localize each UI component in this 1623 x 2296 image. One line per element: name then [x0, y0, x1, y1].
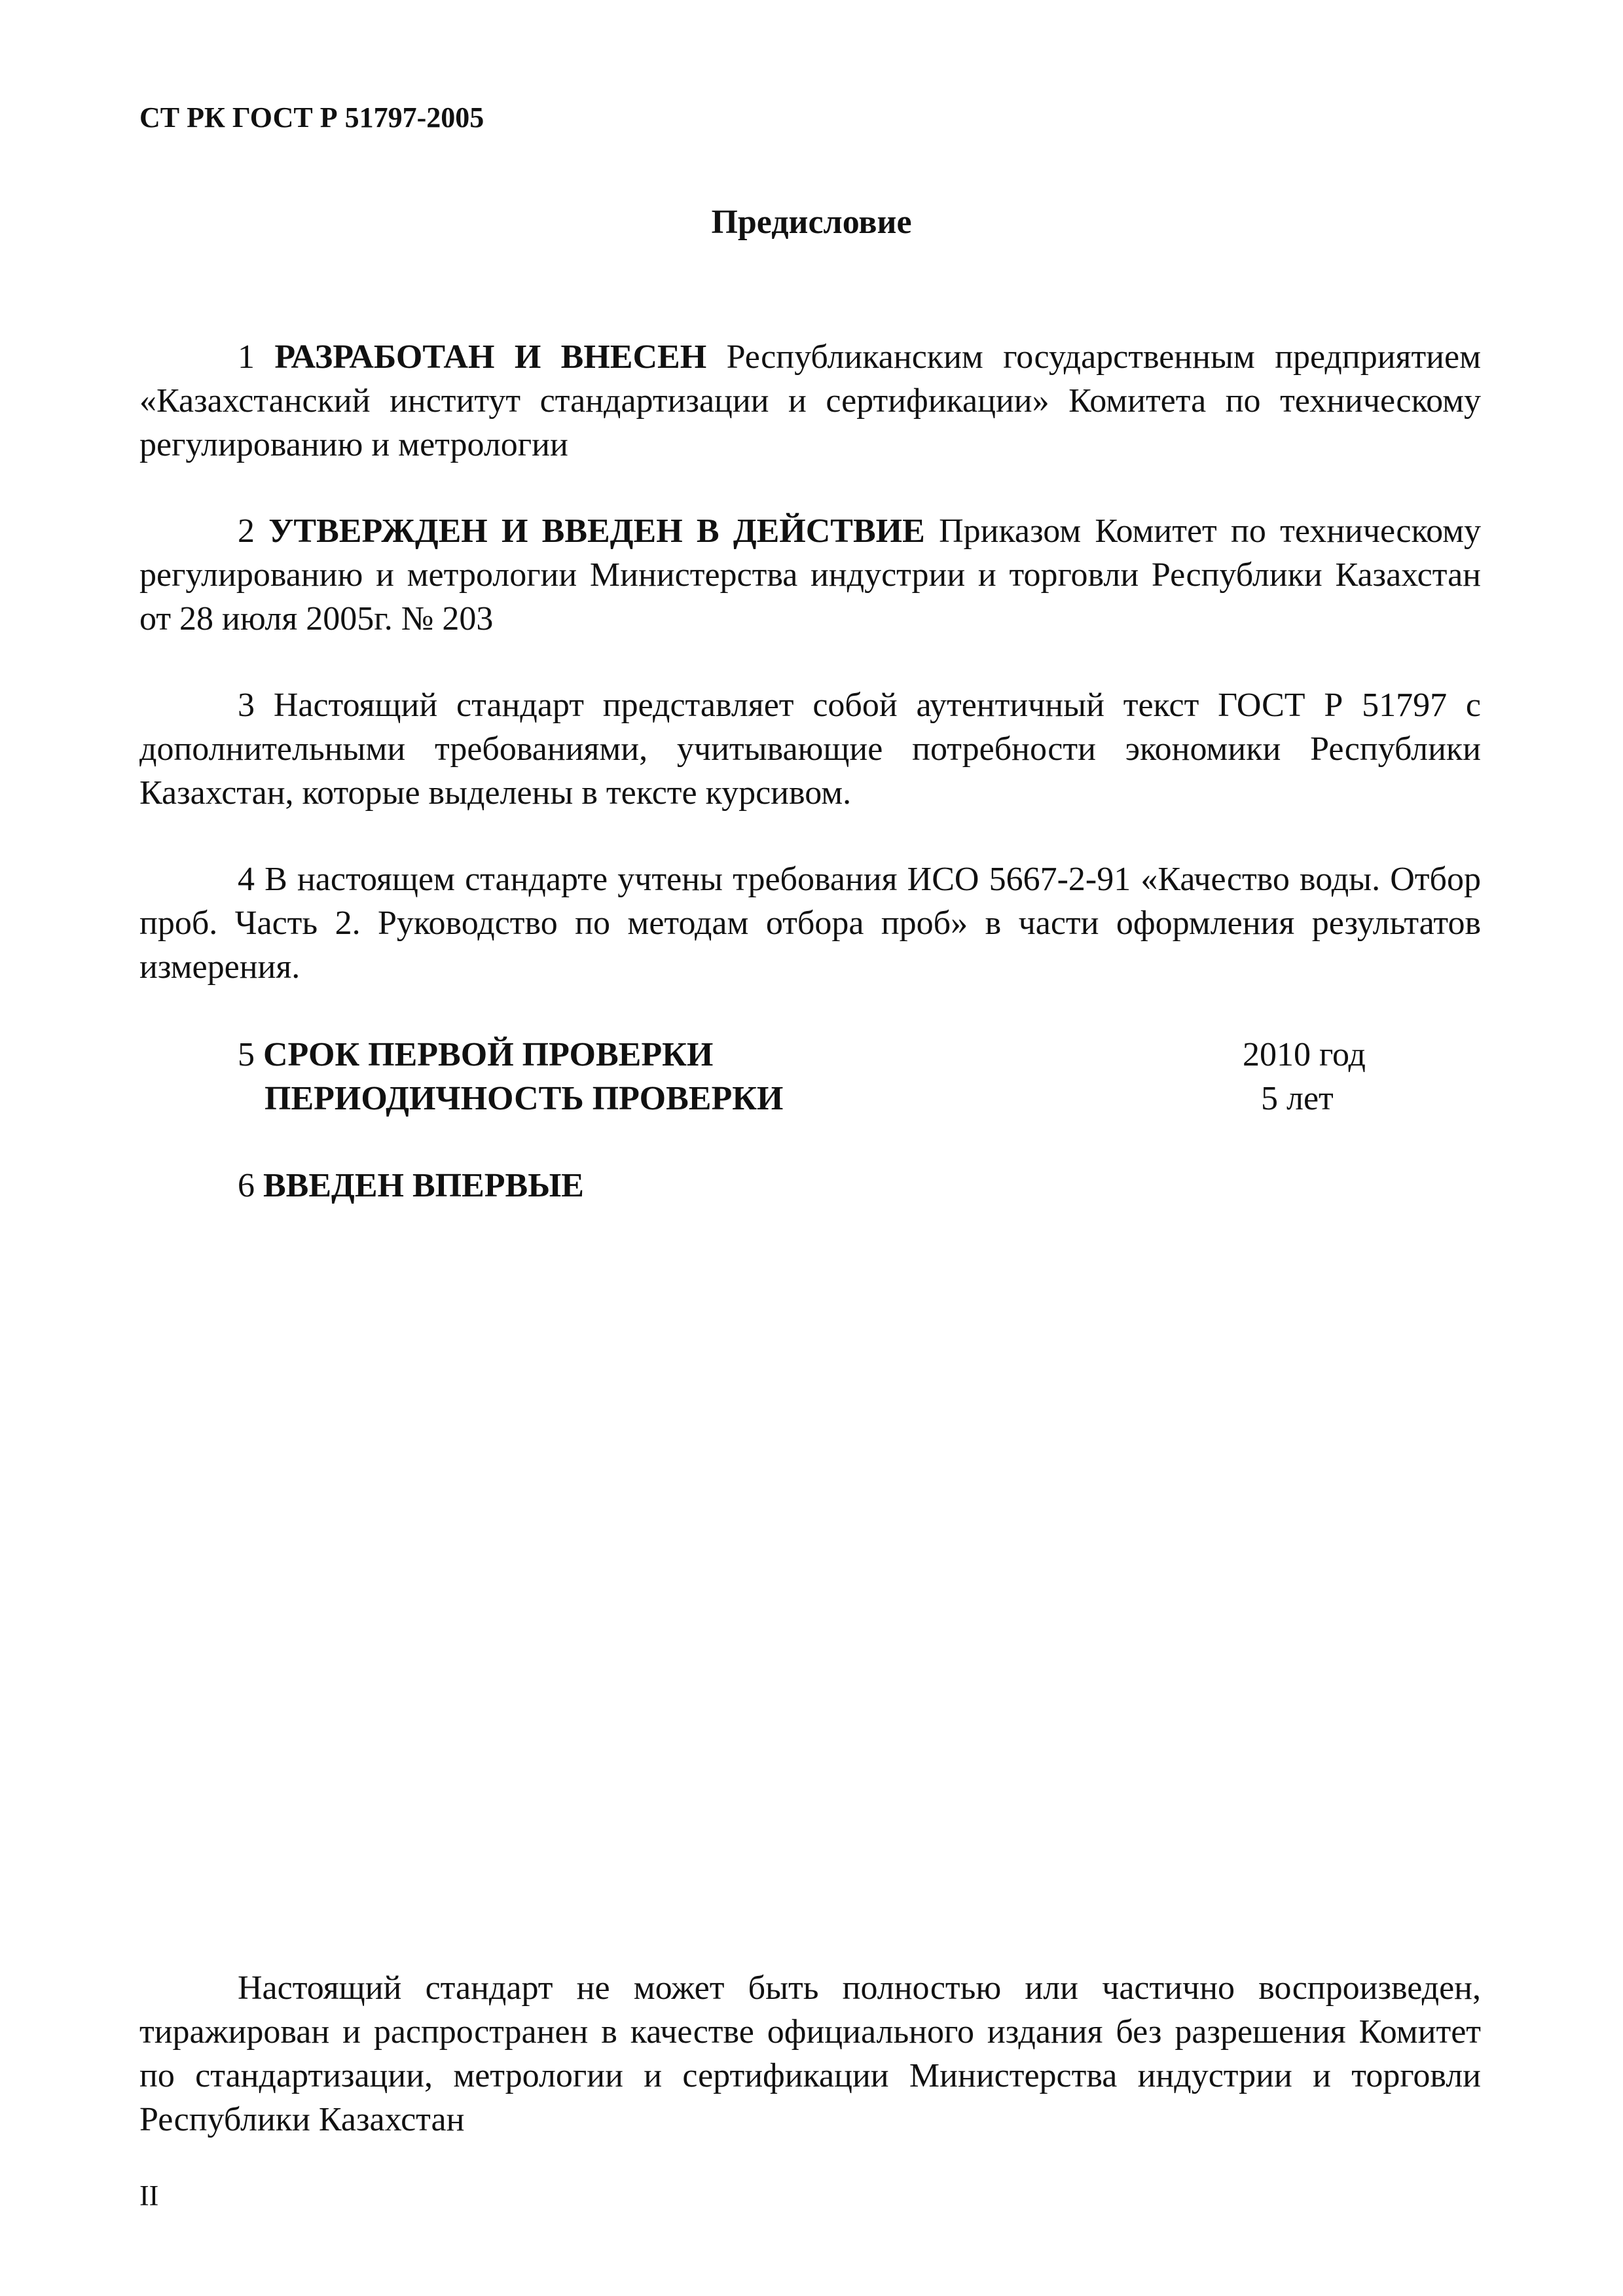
foreword-item-4 — [139, 857, 1481, 989]
item-text: Приказом Комитет по техническому регулированию и метрологии Министерства индустрии и торговли Республики Казахстан от 28 июля 2005г. № 203 — [139, 512, 1482, 637]
item-number: 3 — [238, 687, 255, 724]
item-number: 5 — [238, 1036, 255, 1073]
foreword-item-3 — [139, 683, 1481, 815]
item-text: В настоящем стандарте учтены требования ИСО 5667-2-91 «Качество воды. Отбор проб. Часть 2. Руководство по методам отбора проб» в части оформления результатов измерения. — [139, 861, 1481, 986]
periodicity-value: 5 лет — [1261, 1080, 1334, 1117]
item-heading: ВВЕДЕН ВПЕРВЫЕ — [263, 1167, 584, 1204]
item-number: 4 — [238, 861, 255, 898]
first-check-row — [238, 1033, 713, 1077]
notice-text: Настоящий стандарт не может быть полностью или частично воспроизведен, тиражирован и распространен в качестве официального издания без разрешения Комитет по стандартизации, метрологии и сертификации Министерства индустрии и торговли Республики Казахстан — [139, 1969, 1481, 2138]
periodicity-label: ПЕРИОДИЧНОСТЬ ПРОВЕРКИ — [264, 1080, 784, 1117]
item-text: Настоящий стандарт представляет собой аутентичный текст ГОСТ Р 51797 с дополнительными требованиями, учитывающие потребности экономики Республики Казахстан, которые выделены в тексте курсивом. — [139, 687, 1481, 812]
foreword-item-2 — [139, 509, 1481, 641]
foreword-item-6 — [238, 1164, 584, 1208]
first-check-value: 2010 год — [1243, 1036, 1366, 1073]
item-heading: РАЗРАБОТАН И ВНЕСЕН — [274, 338, 707, 376]
item-number: 2 — [238, 512, 255, 550]
copyright-notice — [139, 1966, 1481, 2142]
first-check-label: СРОК ПЕРВОЙ ПРОВЕРКИ — [263, 1036, 714, 1073]
item-heading: УТВЕРЖДЕН И ВВЕДЕН В ДЕЙСТВИЕ — [268, 512, 925, 550]
document-code: СТ РК ГОСТ Р 51797-2005 — [139, 101, 484, 134]
item-number: 6 — [238, 1167, 255, 1204]
item-number: 1 — [238, 338, 255, 376]
item-text: Республиканским государственным предприятием «Казахстанский институт стандартизации и сертификации» Комитета по техническому регулированию и метрологии — [139, 338, 1481, 463]
page-number: II — [139, 2179, 159, 2212]
foreword-item-1 — [139, 335, 1481, 467]
page-title: Предисловие — [711, 204, 912, 241]
